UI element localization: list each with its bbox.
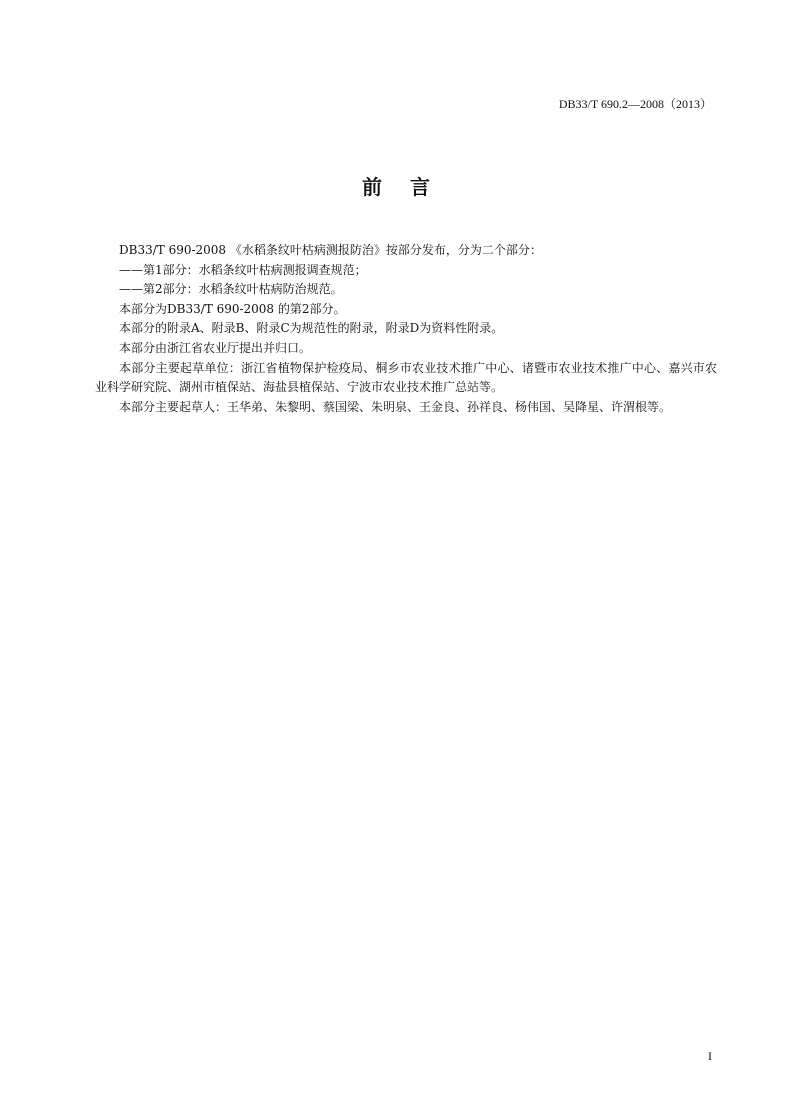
paragraph-publication-info: DB33/T 690-2008 《水稻条纹叶枯病测报防治》按部分发布，分为二个部分： [119,243,542,257]
paragraph-part-1: ——第1部分：水稻条纹叶枯病测报调查规范； [119,262,367,277]
paragraph-drafters: 本部分主要起草人：王华弟、朱黎明、蔡国梁、朱明泉、王金良、孙祥良、杨伟国、吴降星、许渭根等。 [119,399,672,414]
page-title: 前言 [362,175,458,199]
foreword-body [95,241,717,417]
paragraph-this-part: 本部分为DB33/T 690-2008 的第2部分。 [119,301,346,316]
paragraph-proposer: 本部分由浙江省农业厅提出并归口。 [119,340,312,355]
page-number: I [708,1049,712,1063]
document-code: DB33/T 690.2—2008（2013） [558,97,712,111]
paragraph-part-2: ——第2部分：水稻条纹叶枯病防治规范。 [119,282,343,297]
paragraph-appendices: 本部分的附录A、附录B、附录C为规范性的附录，附录D为资料性附录。 [119,321,504,336]
paragraph-drafting-units: 本部分主要起草单位：浙江省植物保护检疫局、桐乡市农业技术推广中心、诸暨市农业技术推广中心、嘉兴市农业科学研究院、湖州市植保站、海盐县植保站、宁波市农业技术推广总站等。 [95,360,717,395]
